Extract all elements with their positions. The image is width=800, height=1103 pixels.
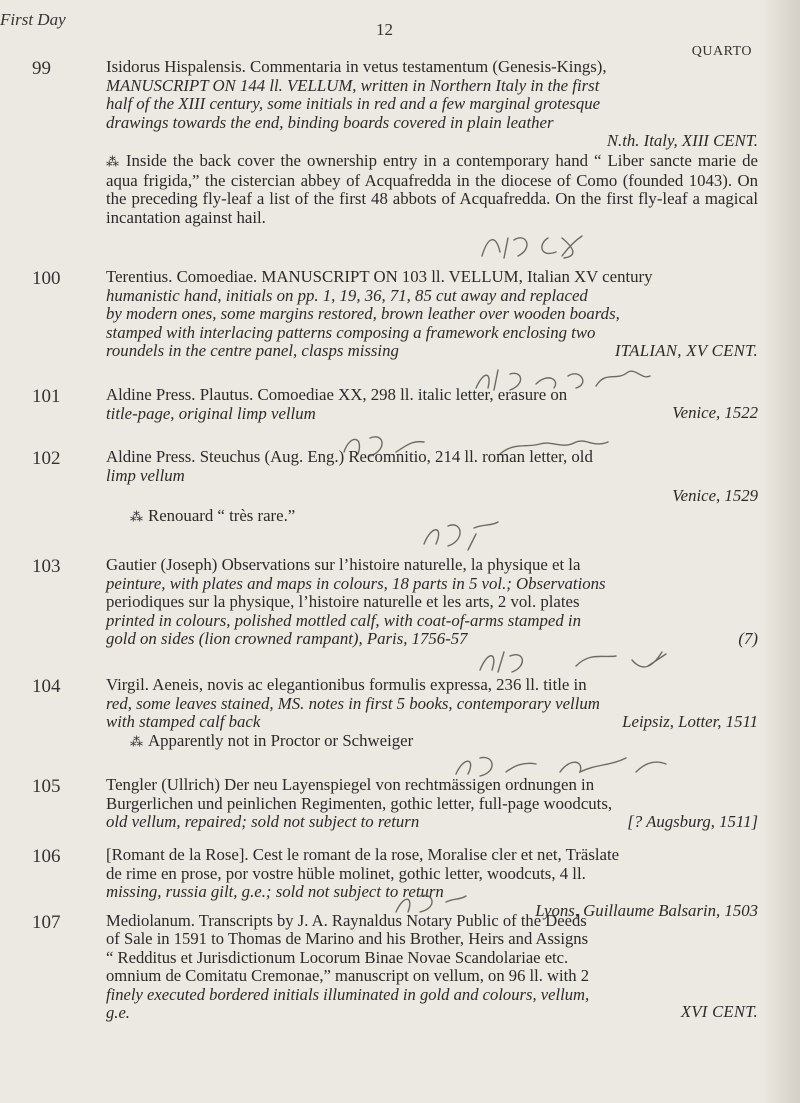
lot-line: stamped with interlacing patterns composing a framework enclosing two [106, 322, 596, 342]
lot-note-text: Inside the back cover the ownership entry in a contemporary hand “ Liber sancte marie de aqua frigida,” the cistercian abbey of Acquafredda in the diocese of Como (founded 1043). On the preceding fly-leaf a list of the first 48 abbots of Acquafredda. On the first fly-leaf a magical incantation against hail. [106, 150, 758, 227]
lot-imprint: (7) [738, 628, 758, 648]
asterism-icon: ⁂ [130, 508, 142, 524]
lot-number: 100 [32, 268, 61, 289]
lot-line: Virgil. Aeneis, novis ac elegantionibus formulis expressa, 236 ll. title in [106, 675, 587, 694]
lot-imprint: Venice, 1529 [672, 486, 758, 506]
lot-line: omnium de Comitatu Cremonae,” manuscript on vellum, on 96 ll. with 2 [106, 966, 589, 986]
lot-note [106, 507, 758, 527]
lot-line: [Romant de la Rose]. Cest le romant de la rose, Moralise cler et net, Träslate [106, 845, 620, 864]
lot-line: finely executed bordered initials illuminated in gold and colours, vellum, [106, 984, 590, 1004]
lot-line: roundels in the centre panel, clasps missing [106, 341, 399, 361]
lot-imprint: Lyons, Guillaume Balsarin, 1503 [535, 900, 758, 920]
lot-line: “ Redditus et Jurisdictionum Locorum Binae Novae Scandolariae etc. [106, 947, 569, 967]
lot-line: Tengler (Ullrich) Der neu Layenspiegel von rechtmässigen ordnungen in [106, 775, 595, 794]
lot-line: drawings towards the end, binding boards covered in plain leather [106, 112, 554, 132]
lot-imprint: Venice, 1522 [672, 403, 758, 423]
lot-number: 102 [32, 448, 61, 469]
format-label: QUARTO [691, 44, 752, 59]
lot-number: 101 [32, 386, 61, 407]
lot-line: g.e. [106, 1003, 130, 1023]
lot-line: missing, russia gilt, g.e.; sold not subject to return [106, 882, 444, 902]
lot-note [106, 732, 758, 752]
lot-line: gold on sides (lion crowned rampant), Paris, 1756-57 [106, 629, 468, 649]
pencil-price-mark [478, 228, 598, 262]
lot-line: Aldine Press. Steuchus (Aug. Eng.) Recomnitio, 214 ll. roman letter, old [106, 447, 593, 466]
asterism-icon: ⁂ [106, 153, 120, 169]
lot-number: 106 [32, 846, 61, 867]
lot-line: with stamped calf back [106, 712, 261, 732]
lot-line: MANUSCRIPT ON 144 ll. VELLUM, written in Northern Italy in the first [106, 75, 600, 95]
lot-number: 104 [32, 676, 61, 697]
lot-imprint: N.th. Italy, XIII CENT. [606, 131, 758, 151]
lot-line: old vellum, repaired; sold not subject to return [106, 812, 420, 832]
lot-imprint: ITALIAN, XV CENT. [614, 340, 758, 360]
lot-line: peinture, with plates and maps in colours, 18 parts in 5 vol.; Observations [106, 573, 606, 593]
lot-number: 107 [32, 912, 61, 933]
lot-number: 103 [32, 556, 61, 577]
lot-note-text: Renouard “ très rare.” [148, 505, 296, 525]
lot-line: red, some leaves stained, MS. notes in first 5 books, contemporary vellum [106, 693, 600, 713]
page-edge-shadow [762, 0, 800, 1103]
lot-line: Mediolanum. Transcripts by J. A. Raynaldus Notary Public of the Deeds [106, 911, 587, 930]
lot-line: by modern ones, some margins restored, brown leather over wooden boards, [106, 304, 620, 324]
page-number: 12 [376, 20, 393, 39]
lot-number: 99 [32, 58, 51, 79]
running-header [0, 4, 800, 59]
lot-line: Isidorus Hispalensis. Commentaria in vetus testamentum (Genesis-Kings), [106, 57, 607, 76]
asterism-icon: ⁂ [130, 734, 142, 750]
lot-line: Terentius. Comoediae. MANUSCRIPT ON 103 ll. VELLUM, Italian XV century [106, 267, 653, 286]
lot-note-text: Apparently not in Proctor or Schweiger [148, 731, 414, 751]
lot-number: 105 [32, 776, 61, 797]
lot-line: of Sale in 1591 to Thomas de Marino and his Brother, Heirs and Assigns [106, 929, 589, 949]
lot-line: half of the XIII century, some initials in red and a few marginal grotesque [106, 94, 601, 114]
lot-imprint: [? Augsburg, 1511] [627, 811, 758, 831]
lot-line: Gautier (Joseph) Observations sur l’histoire naturelle, la physique et la [106, 555, 581, 574]
lot-imprint: Leipsiz, Lotter, 1511 [622, 711, 758, 731]
section-title: First Day [0, 10, 66, 29]
lot-note [106, 152, 758, 227]
lot-line: Aldine Press. Plautus. Comoediae XX, 298 ll. italic letter, erasure on [106, 385, 568, 404]
lot-imprint: XVI CENT. [680, 1002, 758, 1022]
lot-line: humanistic hand, initials on pp. 1, 19, 36, 71, 85 cut away and replaced [106, 285, 588, 305]
lot-line: title-page, original limp vellum [106, 403, 316, 423]
lot-line: periodiques sur la physique, l’histoire naturelle et les arts, 2 vol. plates [106, 592, 580, 612]
lot-line: printed in colours, polished mottled calf, with coat-of-arms stamped in [106, 610, 581, 630]
lot-line: Burgerlichen und peinlichen Regimenten, gothic letter, full-page woodcuts, [106, 793, 613, 813]
lot-line: limp vellum [106, 465, 185, 485]
lot-line: de rime en prose, por vostre hüble molinet, gothic letter, woodcuts, 4 ll. [106, 863, 586, 883]
